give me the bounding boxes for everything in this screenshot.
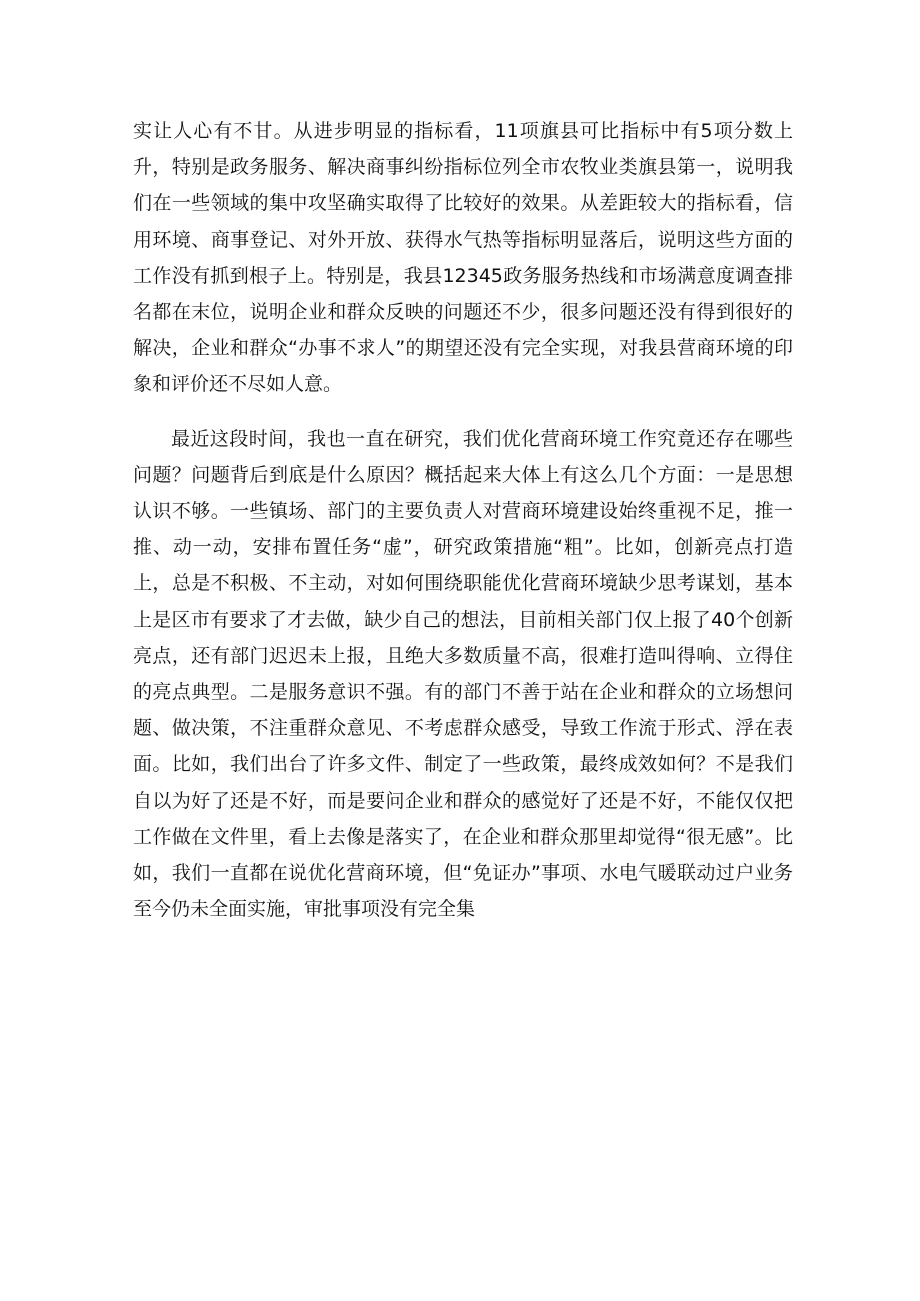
paragraph-1: 实让人心有不甘。从进步明显的指标看，11项旗县可比指标中有5项分数上升，特别是政务服务、解决商事纠纷指标位列全市农牧业类旗县第一，说明我们在一些领域的集中攻坚确实取得了比较好的效果。从差距较大的指标看，信用环境、商事登记、对外开放、获得水气热等指标明显落后，说明这些方面的工作没有抓到根子上。特别是，我县12345政务服务热线和市场满意度调查排名都在末位，说明企业和群众反映的问题还不少，很多问题还没有得到很好的解决，企业和群众“办事不求人”的期望还没有完全实现，对我县营商环境的印象和评价还不尽如人意。 xyxy=(133,120,793,396)
paragraph-2: 最近这段时间，我也一直在研究，我们优化营商环境工作究竟还存在哪些问题？问题背后到底是什么原因？概括起来大体上有这么几个方面：一是思想认识不够。一些镇场、部门的主要负责人对营商环境建设始终重视不足，推一推、动一动，安排布置任务“虚”，研究政策措施“粗”。比如，创新亮点打造上，总是不积极、不主动，对如何围绕职能优化营商环境缺少思考谋划，基本上是区市有要求了才去做，缺少自己的想法，目前相关部门仅上报了40个创新亮点，还有部门迟迟未上报，且绝大多数质量不高，很难打造叫得响、立得住的亮点典型。二是服务意识不强。有的部门不善于站在企业和群众的立场想问题、做决策，不注重群众意见、不考虑群众感受，导致工作流于形式、浮在表面。比如，我们出台了许多文件、制定了一些政策，最终成效如何？不是我们自以为好了还是不好，而是要问企业和群众的感觉好了还是不好，不能仅仅把工作做在文件里，看上去像是落实了，在企业和群众那里却觉得“很无感”。比如，我们一直都在说优化营商环境，但“免证办”事项、水电气暖联动过户业务至今仍未全面实施，审批事项没有完全集 xyxy=(133,427,793,921)
body-text xyxy=(133,113,793,927)
